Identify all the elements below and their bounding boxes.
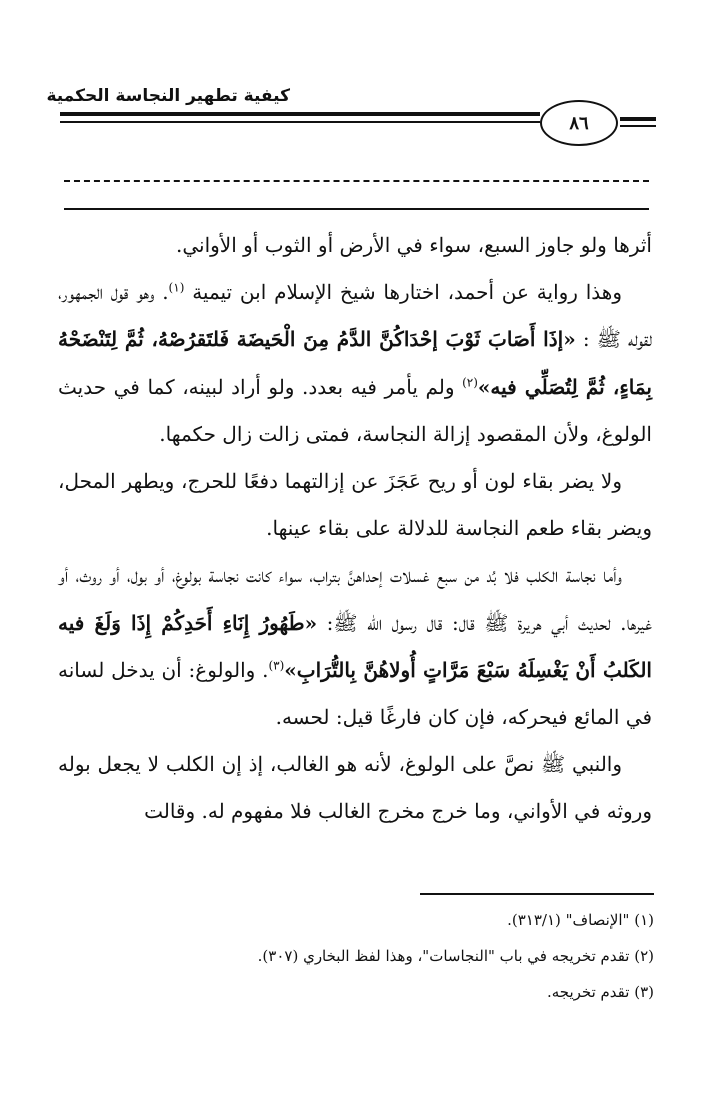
paragraph-1-text: أثرها ولو جاوز السبع، سواء في الأرض أو الثوب أو الأواني. (176, 233, 652, 257)
header-rule-right (620, 117, 656, 121)
main-text (58, 222, 652, 836)
footnote-1: (١) "الإنصاف" (٣١٣/١). (507, 911, 654, 929)
paragraph-4-text-b: . والولوغ: أن يدخل لسانه في المائع فيحركه، فإن كان فارغًا قيل: لحسه. (58, 657, 652, 730)
paragraph-1 (58, 222, 652, 269)
paragraph-2 (58, 269, 652, 458)
header-rule-left-thin (60, 121, 540, 123)
footnotes (100, 902, 654, 1010)
paragraph-4-text-a: وأما نجاسة الكلب فلا بُد من سبع غسلات إحداهنَّ بتراب، سواء كانت نجاسة بولوغ، أو بول، أو روث، أو غيرها. لحديث أبي هريرة ﷺ قال: قال رسول الله ﷺ: (58, 563, 653, 635)
footnote-3: (٣) تقدم تخريجه. (546, 983, 654, 1001)
paragraph-2-text-c: ولم يأمر فيه بعدد. ولو أراد لبينه، كما في حديث الولوغ، ولأن المقصود إزالة النجاسة، فمتى زالت زال حكمها. (58, 374, 652, 446)
footnote-ref-3: (٣) (268, 658, 285, 673)
solid-divider (64, 208, 649, 210)
footnote-2: (٢) تقدم تخريجه في باب "النجاسات"، وهذا لفظ البخاري (٣٠٧). (257, 947, 654, 965)
paragraph-2-text-a: وهذا رواية عن أحمد، اختارها شيخ الإسلام ابن تيمية (192, 280, 623, 305)
footnote-ref-1: (١) (168, 280, 185, 295)
paragraph-3 (58, 458, 652, 552)
paragraph-5 (58, 741, 652, 835)
header-rule-right-thin (620, 125, 656, 127)
footnote-separator (420, 893, 654, 895)
running-header-title: كيفية تطهير النجاسة الحكمية (46, 86, 290, 106)
paragraph-5-text: والنبي ﷺ نصَّ على الولوغ، لأنه هو الغالب، إذ إن الكلب لا يجعل بوله وروثه في الأواني، وما خرج مخرج الغالب فلا مفهوم له. وقالت (58, 752, 652, 824)
footnote-ref-2: (٢) (462, 374, 478, 389)
paragraph-3-text: ولا يضر بقاء لون أو ريح عَجَزَ عن إزالتهما دفعًا للحرج، ويطهر المحل، ويضر بقاء طعم النجاسة للدلالة على بقاء عينها. (58, 469, 652, 541)
hadith-2: «طَهُورُ إِنَاءِ أَحَدِكُمْ إِذَا وَلَغَ فيه الكَلبُ أَنْ يَغْسِلَهُ سَبْعَ مَرَّاتٍ أُولاهُنَّ بِالتُّرَابِ» (58, 610, 652, 682)
header-rule-left (60, 112, 540, 116)
hadith-1: «إذَا أَصَابَ ثَوْبَ إحْدَاكُنَّ الدَّمُ مِنَ الْحَيضَة فَلتَقرُصْهُ، ثُمَّ لِتَنْضَحْهُ بِمَاءٍ، ثُمَّ لِتُصَلِّي فيه» (58, 327, 652, 399)
paragraph-2-text-b: . وهو قول الجمهور، لقوله ﷺ : (58, 280, 652, 352)
page-number (540, 100, 618, 146)
page-number-text: ٨٦ (569, 112, 589, 134)
paragraph-4 (58, 552, 652, 741)
dashed-divider (64, 180, 649, 182)
